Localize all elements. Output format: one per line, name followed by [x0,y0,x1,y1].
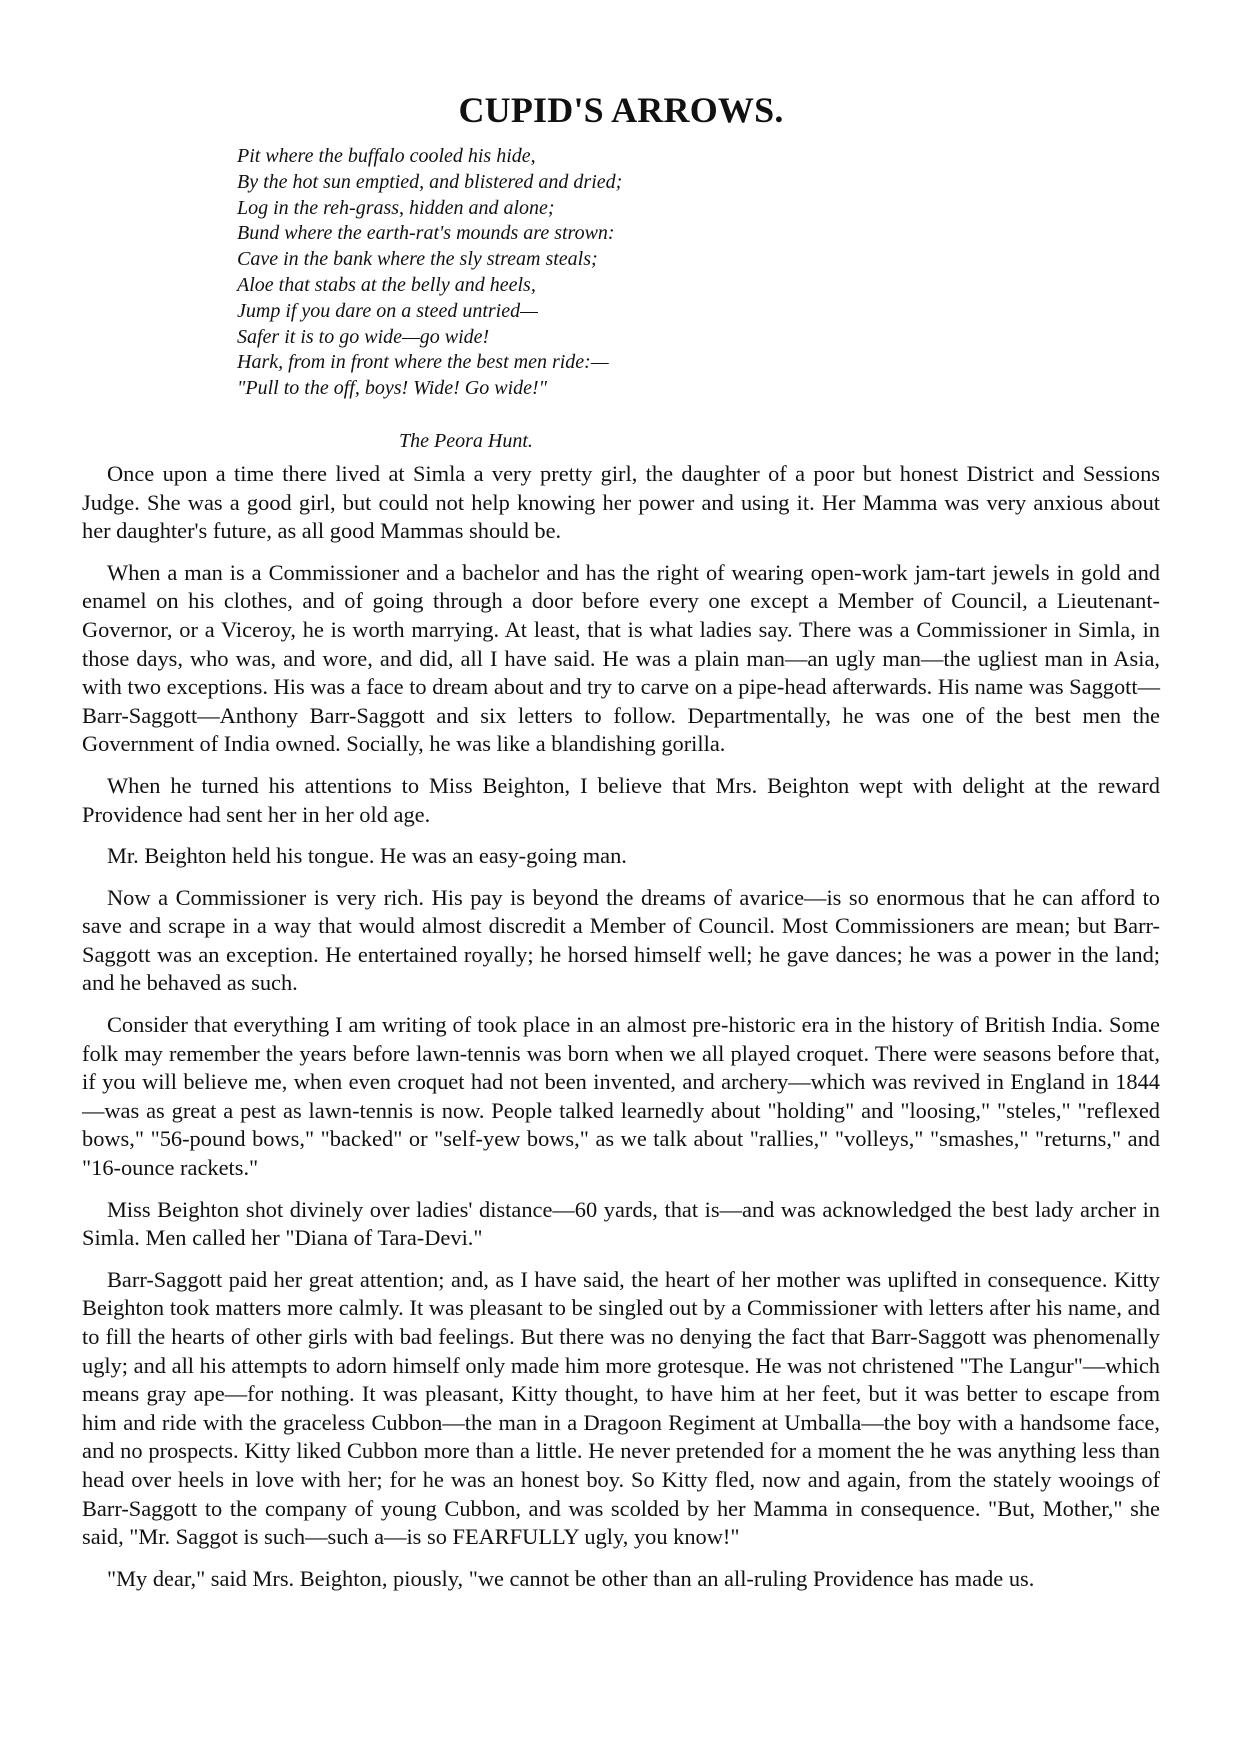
epigraph-line: Hark, from in front where the best men ride:— [237,351,609,374]
epigraph-line: Safer it is to go wide—go wide! [237,325,490,348]
paragraph: Mr. Beighton held his tongue. He was an easy-going man. [107,843,627,869]
epigraph-line: "Pull to the off, boys! Wide! Go wide!" [237,377,548,400]
epigraph-line: Cave in the bank where the sly stream steals; [237,248,598,271]
body-text [82,460,1160,1593]
paragraph: Now a Commissioner is very rich. His pay is beyond the dreams of avarice—is so enormous that he can afford to save and scrape in a way that would almost discredit a Member of Council. Most Commissioners are mean; but Barr-Saggott was an exception. He entertained royally; he horsed himself well; he gave dances; he was a power in the land; and he behaved as such. [82,884,1160,996]
epigraph-line: Log in the reh-grass, hidden and alone; [237,196,555,219]
epigraph-line: By the hot sun emptied, and blistered and dried; [237,170,623,193]
paragraph: "My dear," said Mrs. Beighton, piously, "we cannot be other than an all-ruling Providence has made us. [107,1565,1035,1591]
paragraph: Consider that everything I am writing of took place in an almost pre-historic era in the history of British India. Some folk may remember the years before lawn-tennis was born when we all played croquet. There were seasons before that, if you will believe me, when even croquet had not been invented, and archery—which was revived in England in 1844—was as great a pest as lawn-tennis is now. People talked learnedly about "holding" and "loosing," "steles," "reflexed bows," "56-pound bows," "backed" or "self-yew bows," as we talk about "rallies," "volleys," "smashes," "returns," and "16-ounce rackets." [82,1012,1160,1181]
paragraph: Barr-Saggott paid her great attention; and, as I have said, the heart of her mother was uplifted in consequence. Kitty Beighton took matters more calmly. It was pleasant to be singled out by a Commissioner with letters after his name, and to fill the hearts of other girls with bad feelings. But there was no denying the fact that Barr-Saggott was phenomenally ugly; and all his attempts to adorn himself only made him more grotesque. He was not christened "The Langur"—which means gray ape—for nothing. It was pleasant, Kitty thought, to have him at her feet, but it was better to escape from him and ride with the graceless Cubbon—the man in a Dragoon Regiment at Umballa—the boy with a handsome face, and no prospects. Kitty liked Cubbon more than a little. He never pretended for a moment the he was anything less than head over heels in love with her; for he was an honest boy. So Kitty fled, now and again, from the stately wooings of Barr-Saggott to the company of young Cubbon, and was scolded by her Mamma in consequence. "But, Mother," she said, "Mr. Saggot is such—such a—is so FEARFULLY ugly, you know!" [82,1266,1160,1550]
document-page [82,0,1160,1606]
epigraph-line: Pit where the buffalo cooled his hide, [237,145,536,167]
epigraph-line: Jump if you dare on a steed untried— [237,299,538,322]
paragraph: Once upon a time there lived at Simla a very pretty girl, the daughter of a poor but honest District and Sessions Judge. She was a good girl, but could not help knowing her power and using it. Her Mamma was very anxious about her daughter's future, as all good Mammas should be. [82,460,1160,544]
epigraph-attribution: The Peora Hunt. [399,429,533,452]
paragraph: When a man is a Commissioner and a bachelor and has the right of wearing open-work jam-tart jewels in gold and enamel on his clothes, and of going through a door before every one except a Member of Council, a Lieutenant-Governor, or a Viceroy, he is worth marrying. At least, that is what ladies say. There was a Commissioner in Simla, in those days, who was, and wore, and did, all I have said. He was a plain man—an ugly man—the ugliest man in Asia, with two exceptions. His was a face to dream about and try to carve on a pipe-head afterwards. His name was Saggott—Barr-Saggott—Anthony Barr-Saggott and six letters to follow. Departmentally, he was one of the best men the Government of India owned. Socially, he was like a blandishing gorilla. [82,559,1160,757]
epigraph [237,144,1160,402]
paragraph: Miss Beighton shot divinely over ladies' distance—60 yards, that is—and was acknowledged the best lady archer in Simla. Men called her "Diana of Tara-Devi." [82,1196,1160,1251]
epigraph-line: Aloe that stabs at the belly and heels, [237,273,536,296]
paragraph: When he turned his attentions to Miss Beighton, I believe that Mrs. Beighton wept with delight at the reward Providence had sent her in her old age. [82,772,1160,827]
chapter-title: CUPID'S ARROWS. [458,90,784,130]
epigraph-line: Bund where the earth-rat's mounds are strown: [237,222,615,245]
